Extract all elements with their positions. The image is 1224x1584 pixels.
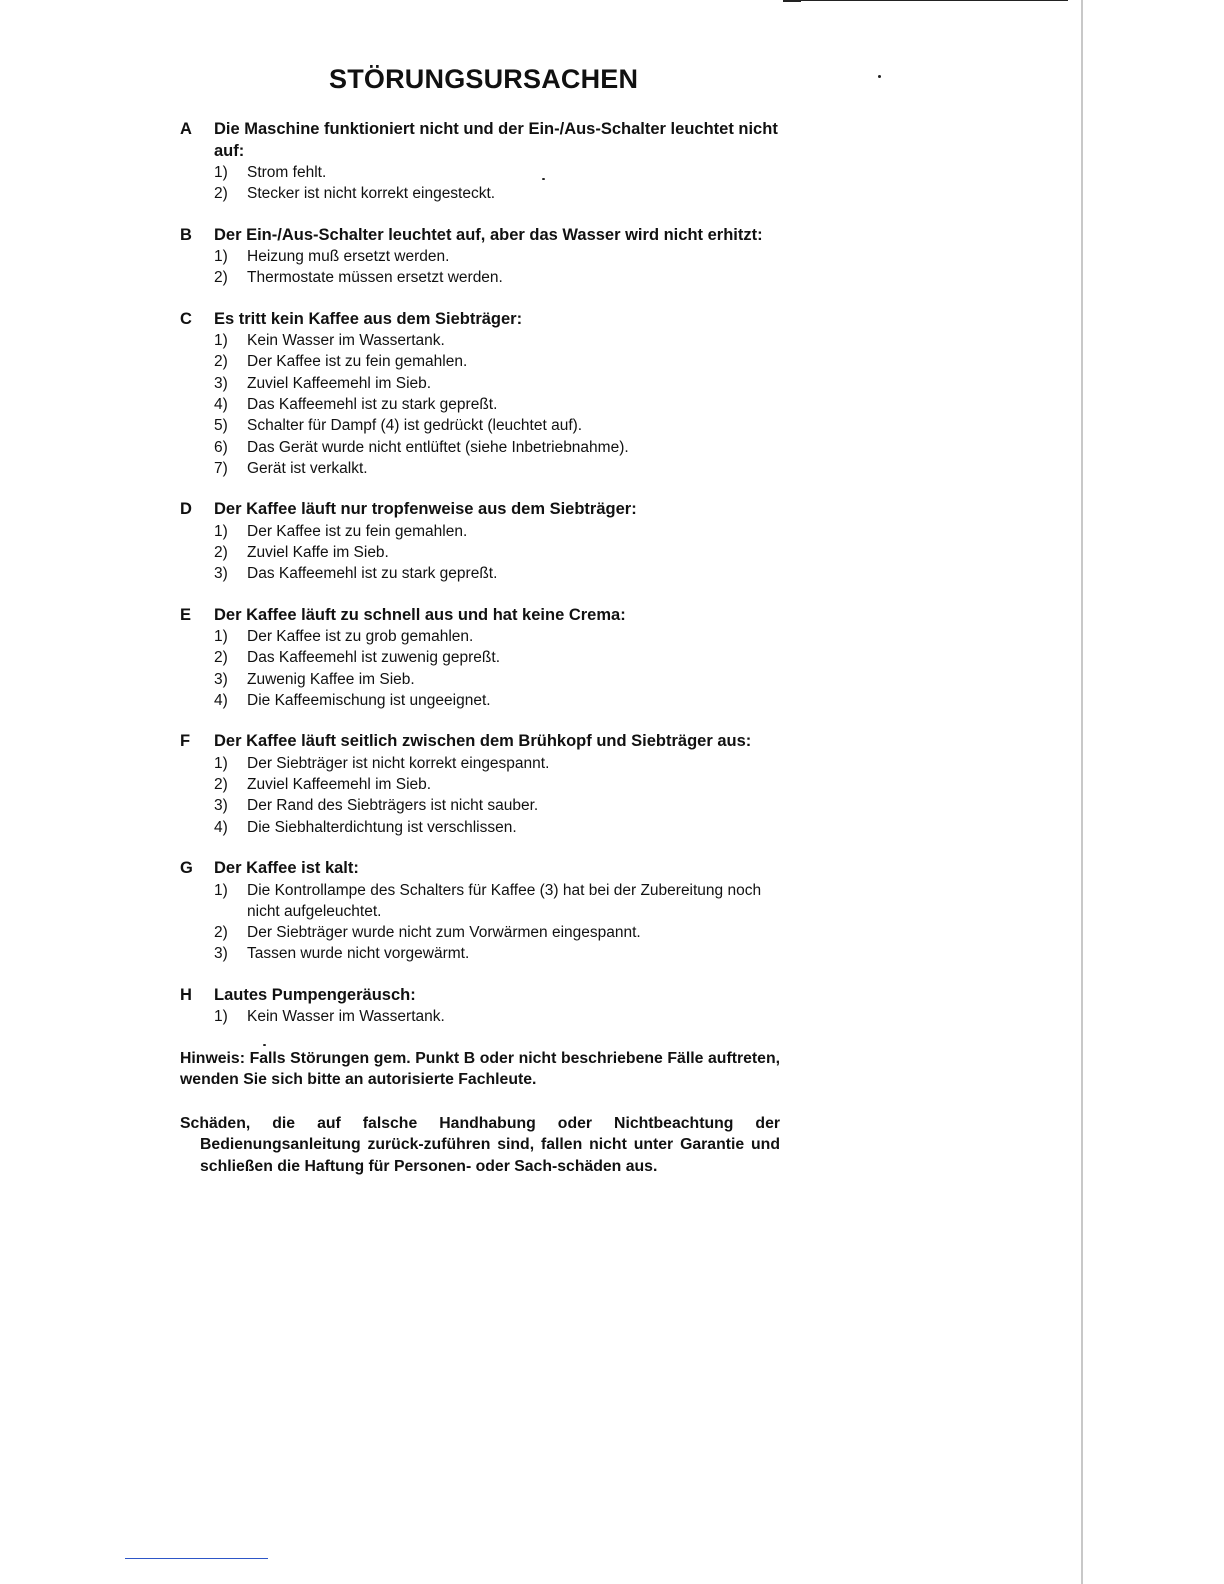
cause-list [180,162,780,205]
list-item-number: 1) [214,522,228,540]
list-item [214,394,780,415]
section-f [180,731,780,838]
section-h [180,985,780,1028]
list-item-text: Kein Wasser im Wassertank. [247,1008,445,1026]
list-item [214,1006,780,1027]
list-item [214,162,780,183]
list-item-number: 2) [214,269,228,287]
section-title: Der Kaffee läuft seitlich zwischen dem Brühkopf und Siebträger aus: [214,732,752,751]
list-item [214,246,780,267]
section-letter: H [180,985,192,1004]
list-item-text: Die Siebhalterdichtung ist verschlissen. [247,818,517,836]
list-item [214,458,780,479]
cause-list [180,880,780,965]
section-title: Der Kaffee läuft zu schnell aus und hat keine Crema: [214,605,626,624]
warranty-paragraph [180,1113,780,1178]
section-heading [180,605,780,627]
list-item-number: 3) [214,945,228,963]
list-item-number: 1) [214,628,228,646]
list-item-number: 5) [214,417,228,435]
section-letter: A [180,120,192,138]
section-e [180,605,780,712]
list-item-text: Die Kaffeemischung ist ungeeignet. [247,692,491,710]
list-item-text: Das Kaffeemehl ist zu stark gepreßt. [247,565,498,583]
list-item-text: Zuviel Kaffe im Sieb. [247,544,389,562]
list-item-number: 1) [214,1008,228,1026]
warranty-first-line: Schäden, die auf falsche Handhabung oder Nichtbeachtung der [180,1114,780,1132]
section-letter: B [180,225,192,244]
section-a [180,119,780,205]
cause-list [180,521,780,585]
list-item-number: 1) [214,881,228,899]
list-item-number: 1) [214,164,228,181]
list-item-number: 2) [214,353,228,371]
list-item [214,922,780,943]
list-item [214,626,780,647]
list-item [214,753,780,774]
list-item-number: 1) [214,248,228,266]
section-g [180,858,780,965]
list-item [214,647,780,668]
list-item-number: 2) [214,776,228,794]
section-heading [180,731,780,753]
list-item-text: Gerät ist verkalkt. [247,459,368,477]
list-item-text: Schalter für Dampf (4) ist gedrückt (leuchtet auf). [247,417,583,435]
section-d [180,499,780,584]
list-item-text: Strom fehlt. [247,164,327,181]
section-letter: D [180,500,192,519]
list-item [214,351,780,372]
section-title: Der Kaffee ist kalt: [214,859,359,878]
list-item-text: Der Siebträger ist nicht korrekt eingespannt. [247,754,550,772]
list-item [214,943,780,964]
list-item-text: Zuwenig Kaffee im Sieb. [247,670,415,688]
troubleshooting-sections [180,119,780,1028]
list-item [214,437,780,458]
list-item-number: 4) [214,692,228,710]
section-heading [180,309,780,331]
list-item-number: 4) [214,396,228,414]
list-item [214,563,780,584]
list-item-text: Das Kaffeemehl ist zu stark gepreßt. [247,396,498,414]
list-item-text: Der Rand des Siebträgers ist nicht sauber. [247,797,539,815]
list-item-text: Thermostate müssen ersetzt werden. [247,269,503,287]
list-item [214,795,780,816]
list-item-text: Der Kaffee ist zu fein gemahlen. [247,353,468,371]
list-item-text: Zuviel Kaffeemehl im Sieb. [247,374,432,392]
page-edge-rule [1081,0,1083,1584]
note-paragraph: Hinweis: Falls Störungen gem. Punkt B oder nicht beschriebene Fälle auftreten, wenden Sie sich bitte an autorisierte Fachleute. [180,1049,780,1089]
section-heading [180,985,780,1007]
list-item-number: 2) [214,924,228,942]
list-item-text: Stecker ist nicht korrekt eingesteckt. [247,185,496,203]
list-item-number: 7) [214,459,228,477]
troubleshooting-content [180,119,780,1177]
section-title: Die Maschine funktioniert nicht und der Ein-/Aus-Schalter leuchtet nicht auf: [214,120,778,160]
list-item [214,880,780,923]
list-item [214,183,780,204]
list-item [214,774,780,795]
section-title: Der Kaffee läuft nur tropfenweise aus dem Siebträger: [214,500,637,519]
section-heading [180,119,780,162]
cause-list [180,626,780,711]
list-item [214,817,780,838]
list-item [214,690,780,711]
section-title: Es tritt kein Kaffee aus dem Siebträger: [214,309,523,328]
cause-list [180,753,780,838]
cause-list [180,246,780,289]
list-item-text: Heizung muß ersetzt werden. [247,248,450,266]
warranty-rest: Bedienungsanleitung zurück-zuführen sind, fallen nicht unter Garantie und schließen die Haftung für Personen- oder Sach-schäden aus. [200,1136,780,1175]
list-item [214,415,780,436]
section-c [180,309,780,480]
list-item-text: Das Gerät wurde nicht entlüftet (siehe Inbetriebnahme). [247,438,629,456]
top-rule [783,0,1068,1]
scan-speck [878,75,881,78]
section-title: Der Ein-/Aus-Schalter leuchtet auf, aber das Wasser wird nicht erhitzt: [214,225,763,244]
list-item-text: Der Kaffee ist zu fein gemahlen. [247,522,468,540]
footer-link-rule [125,1558,268,1559]
list-item-number: 3) [214,670,228,688]
section-letter: C [180,309,192,328]
list-item-number: 2) [214,649,228,667]
section-letter: F [180,732,191,751]
list-item-number: 1) [214,754,228,772]
section-heading [180,499,780,521]
list-item-number: 3) [214,374,228,392]
list-item-text: Zuviel Kaffeemehl im Sieb. [247,776,432,794]
list-item-number: 2) [214,185,228,203]
list-item-number: 2) [214,544,228,562]
list-item-text: Die Kontrollampe des Schalters für Kaffee (3) hat bei der Zubereitung noch nicht aufgeleuchtet. [247,881,762,920]
top-rule-mark [783,0,801,2]
list-item-number: 3) [214,565,228,583]
list-item-text: Kein Wasser im Wassertank. [247,332,445,350]
list-item-text: Der Kaffee ist zu grob gemahlen. [247,628,474,646]
list-item-text: Tassen wurde nicht vorgewärmt. [247,945,470,963]
section-letter: E [180,605,192,624]
cause-list [180,1006,780,1027]
list-item [214,267,780,288]
cause-list [180,330,780,479]
list-item [214,330,780,351]
list-item [214,521,780,542]
page-title: STÖRUNGSURSACHEN [329,64,639,94]
section-b [180,225,780,289]
section-heading [180,858,780,880]
section-letter: G [180,859,193,878]
list-item [214,542,780,563]
list-item-text: Das Kaffeemehl ist zuwenig gepreßt. [247,649,501,667]
list-item [214,669,780,690]
section-heading [180,225,780,247]
list-item-number: 6) [214,438,228,456]
list-item [214,373,780,394]
list-item-text: Der Siebträger wurde nicht zum Vorwärmen eingespannt. [247,924,641,942]
list-item-number: 3) [214,797,228,815]
list-item-number: 4) [214,818,228,836]
section-title: Lautes Pumpengeräusch: [214,985,416,1004]
list-item-number: 1) [214,332,228,350]
